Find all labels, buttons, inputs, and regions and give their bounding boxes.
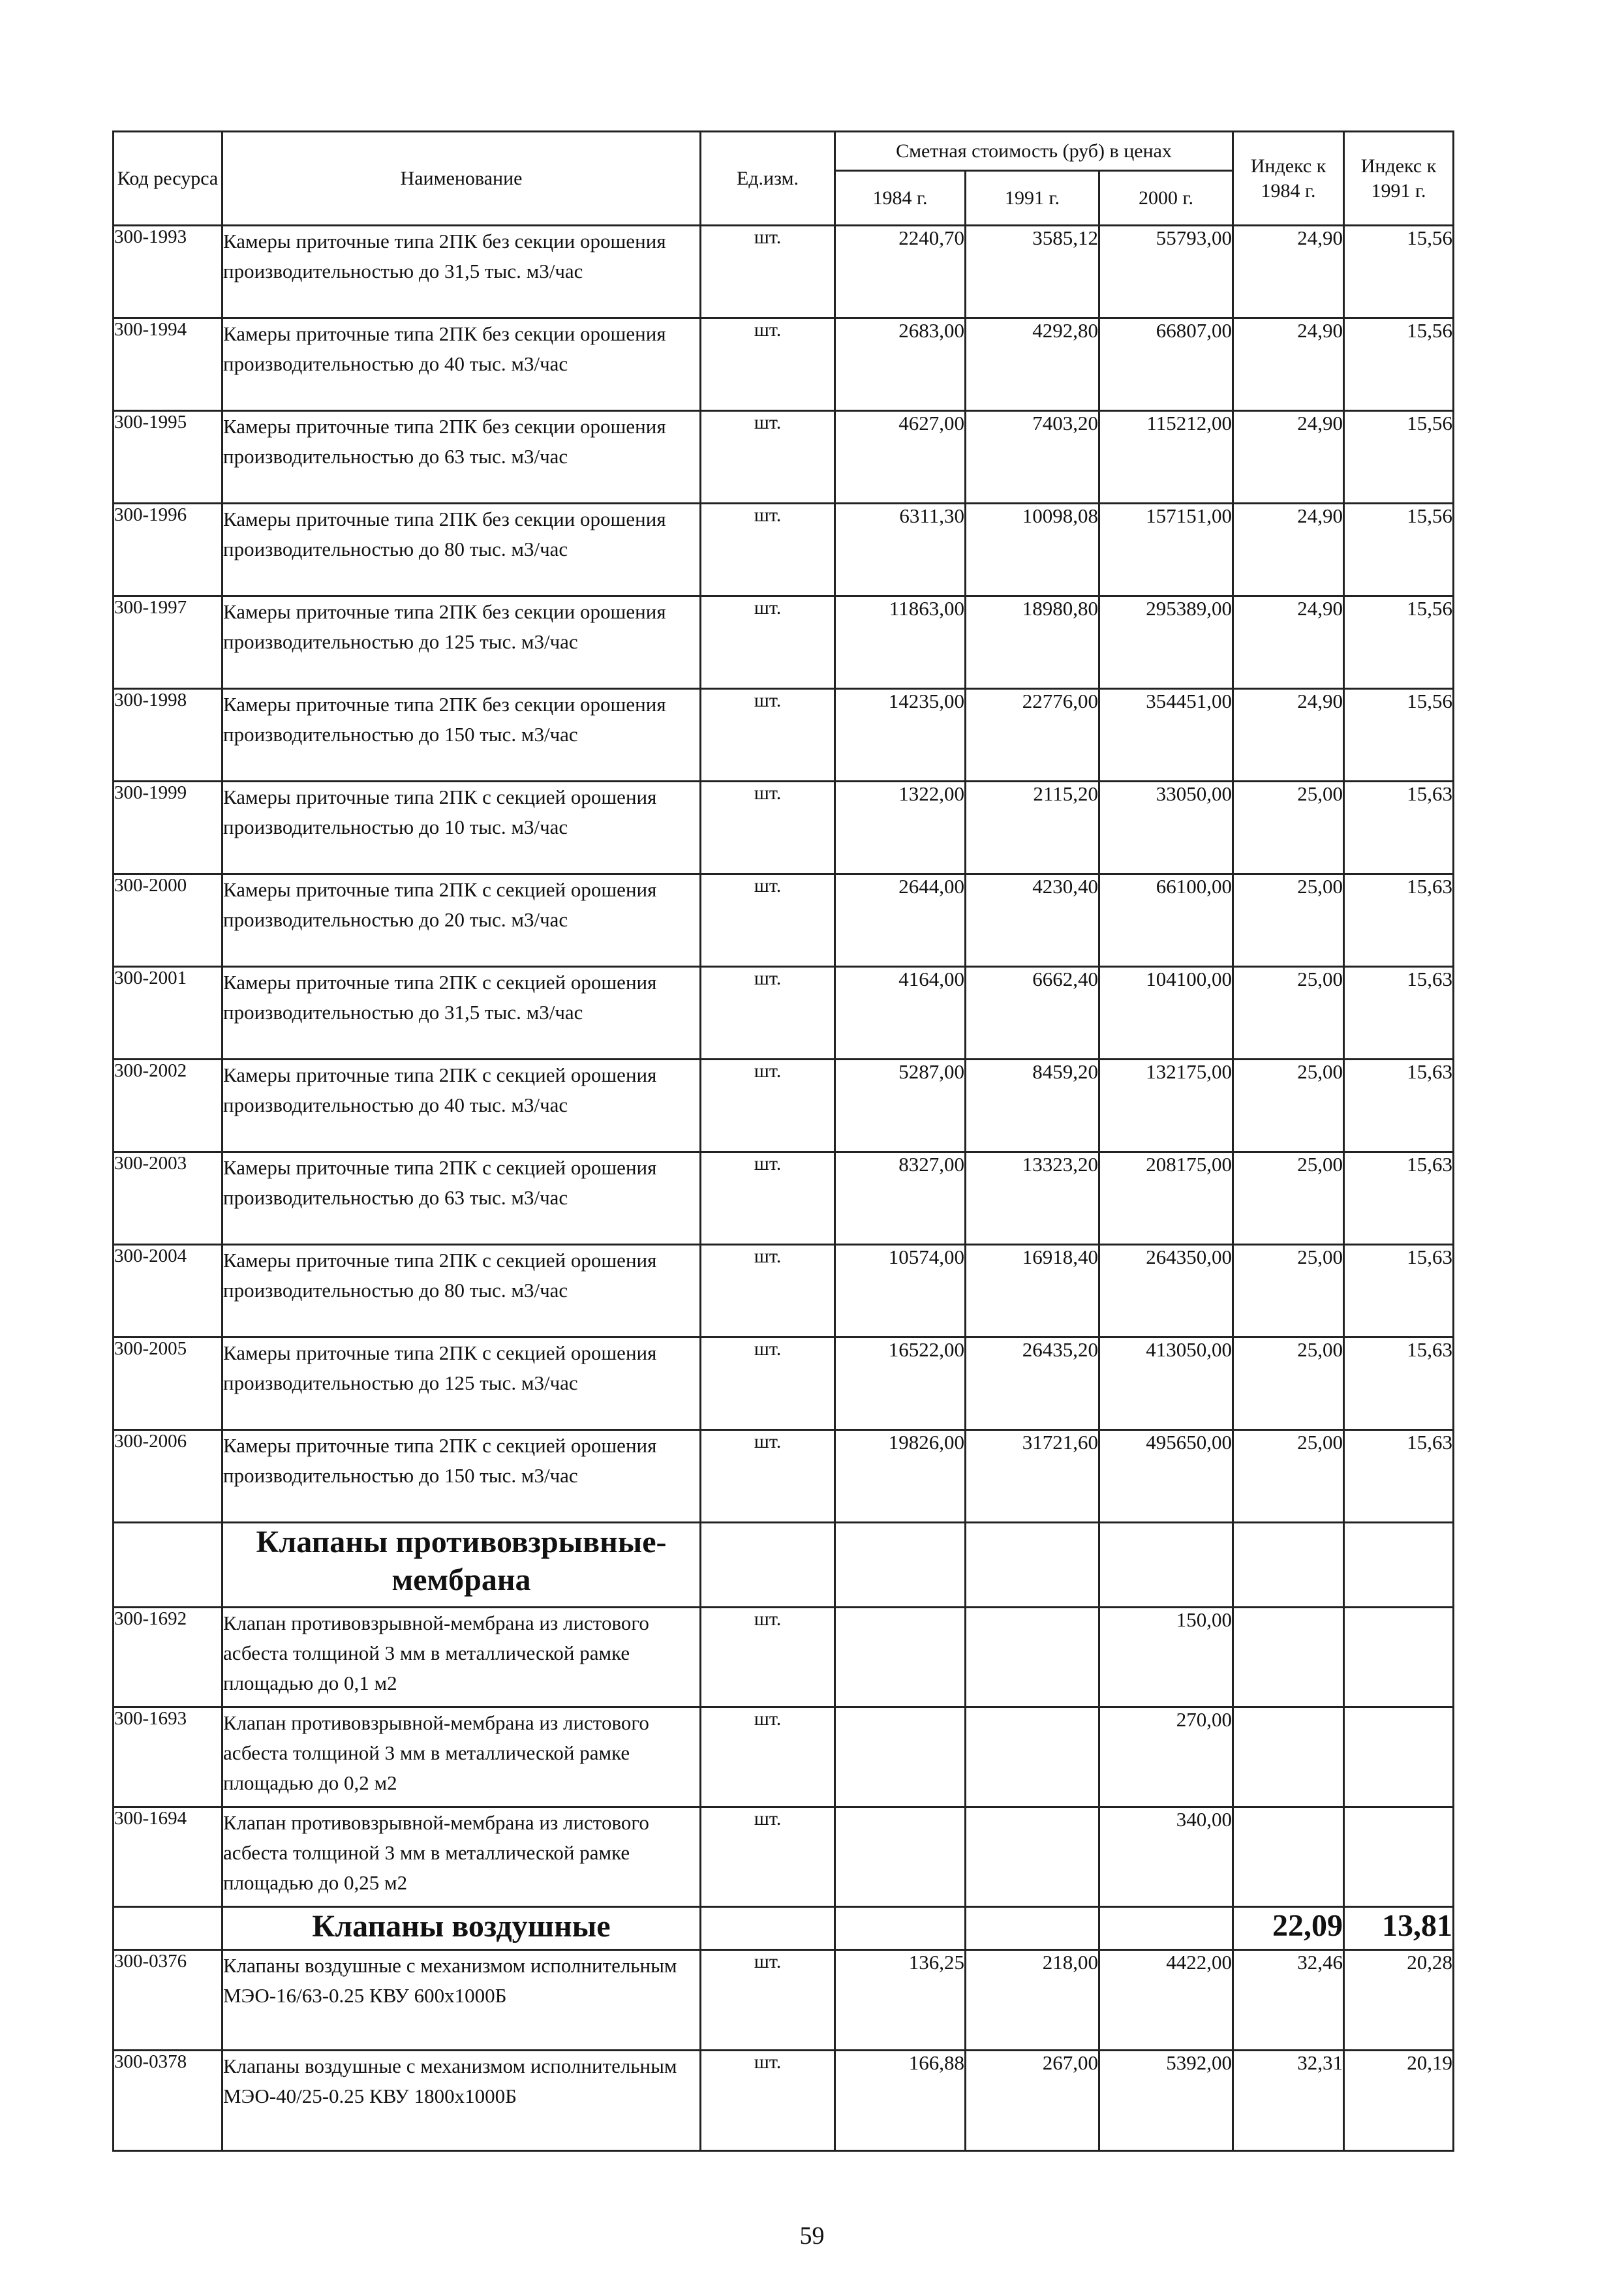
resource-code: 300-2001 [114, 967, 222, 1060]
price-1991: 6662,40 [966, 967, 1099, 1060]
price-2000: 340,00 [1099, 1807, 1233, 1907]
price-1984 [835, 1807, 966, 1907]
unit: шт. [701, 1608, 835, 1707]
table-body-chambers [114, 226, 1454, 1523]
header-index-1991: Индекс к 1991 г. [1344, 132, 1454, 226]
price-2000: 264350,00 [1099, 1245, 1233, 1337]
price-1984: 10574,00 [835, 1245, 966, 1337]
price-1991 [966, 1608, 1099, 1707]
section-index-1984: 22,09 [1233, 1907, 1344, 1950]
table-row [114, 1337, 1454, 1430]
index-1991: 15,56 [1344, 504, 1454, 596]
header-year-1984: 1984 г. [835, 171, 966, 226]
index-1984: 25,00 [1233, 1430, 1344, 1523]
price-2000: 132175,00 [1099, 1060, 1233, 1152]
resource-name: Камеры приточные типа 2ПК с секцией орошения производительностью до 40 тыс. м3/час [222, 1060, 701, 1152]
price-2000: 33050,00 [1099, 782, 1233, 874]
index-1984: 25,00 [1233, 874, 1344, 967]
index-1991: 20,28 [1344, 1950, 1454, 2051]
index-1991 [1344, 1707, 1454, 1807]
price-2000: 413050,00 [1099, 1337, 1233, 1430]
price-table-sheet [112, 130, 1452, 2152]
resource-name: Клапан противовзрывной-мембрана из листового асбеста толщиной 3 мм в металлической рамке площадью до 0,25 м2 [222, 1807, 701, 1907]
price-2000: 150,00 [1099, 1608, 1233, 1707]
resource-name: Камеры приточные типа 2ПК без секции орошения производительностью до 40 тыс. м3/час [222, 318, 701, 411]
index-1984: 24,90 [1233, 318, 1344, 411]
unit: шт. [701, 1707, 835, 1807]
table-row [114, 1152, 1454, 1245]
price-2000: 66807,00 [1099, 318, 1233, 411]
price-1991: 16918,40 [966, 1245, 1099, 1337]
index-1984 [1233, 1807, 1344, 1907]
resource-code: 300-2005 [114, 1337, 222, 1430]
price-2000: 270,00 [1099, 1707, 1233, 1807]
table-row [114, 689, 1454, 782]
section-index-1991: 13,81 [1344, 1907, 1454, 1950]
index-1991: 15,63 [1344, 1152, 1454, 1245]
unit: шт. [701, 1950, 835, 2051]
unit: шт. [701, 596, 835, 689]
price-1984: 19826,00 [835, 1430, 966, 1523]
resource-code: 300-2003 [114, 1152, 222, 1245]
table-row [114, 411, 1454, 504]
index-1984: 24,90 [1233, 504, 1344, 596]
table-row [114, 1245, 1454, 1337]
price-1984: 4164,00 [835, 967, 966, 1060]
price-table [112, 130, 1454, 2152]
unit: шт. [701, 1245, 835, 1337]
resource-code: 300-2004 [114, 1245, 222, 1337]
table-body-air-valves [114, 1950, 1454, 2151]
index-1991: 15,56 [1344, 689, 1454, 782]
table-body-membranes [114, 1608, 1454, 1907]
index-1984: 24,90 [1233, 411, 1344, 504]
price-2000: 55793,00 [1099, 226, 1233, 318]
resource-code: 300-0376 [114, 1950, 222, 2051]
resource-code: 300-1694 [114, 1807, 222, 1907]
index-1991: 15,56 [1344, 411, 1454, 504]
resource-name: Клапаны воздушные с механизмом исполнительным МЭО-40/25-0.25 КВУ 1800х1000Б [222, 2051, 701, 2151]
table-row [114, 1807, 1454, 1907]
price-1984: 1322,00 [835, 782, 966, 874]
resource-name: Камеры приточные типа 2ПК без секции орошения производительностью до 31,5 тыс. м3/час [222, 226, 701, 318]
price-1984: 11863,00 [835, 596, 966, 689]
table-row [114, 874, 1454, 967]
index-1991: 15,63 [1344, 967, 1454, 1060]
index-1984: 25,00 [1233, 967, 1344, 1060]
price-2000: 115212,00 [1099, 411, 1233, 504]
price-1991: 31721,60 [966, 1430, 1099, 1523]
table-row [114, 226, 1454, 318]
table-row [114, 318, 1454, 411]
resource-name: Клапаны воздушные с механизмом исполнительным МЭО-16/63-0.25 КВУ 600х1000Б [222, 1950, 701, 2051]
price-1991: 2115,20 [966, 782, 1099, 874]
table-row [114, 1430, 1454, 1523]
price-2000: 104100,00 [1099, 967, 1233, 1060]
table-row [114, 1608, 1454, 1707]
resource-name: Камеры приточные типа 2ПК с секцией орошения производительностью до 20 тыс. м3/час [222, 874, 701, 967]
resource-name: Камеры приточные типа 2ПК с секцией орошения производительностью до 80 тыс. м3/час [222, 1245, 701, 1337]
resource-name: Камеры приточные типа 2ПК без секции орошения производительностью до 150 тыс. м3/час [222, 689, 701, 782]
header-year-2000: 2000 г. [1099, 171, 1233, 226]
resource-name: Клапан противовзрывной-мембрана из листового асбеста толщиной 3 мм в металлической рамке площадью до 0,2 м2 [222, 1707, 701, 1807]
resource-code: 300-2000 [114, 874, 222, 967]
header-unit: Ед.изм. [701, 132, 835, 226]
resource-code: 300-1693 [114, 1707, 222, 1807]
price-1991: 13323,20 [966, 1152, 1099, 1245]
unit: шт. [701, 318, 835, 411]
header-code: Код ресурса [114, 132, 222, 226]
price-2000: 157151,00 [1099, 504, 1233, 596]
index-1991: 15,63 [1344, 1430, 1454, 1523]
resource-name: Камеры приточные типа 2ПК без секции орошения производительностью до 125 тыс. м3/час [222, 596, 701, 689]
unit: шт. [701, 1807, 835, 1907]
header-cost-group: Сметная стоимость (руб) в ценах [835, 132, 1233, 171]
resource-code: 300-0378 [114, 2051, 222, 2151]
price-2000: 4422,00 [1099, 1950, 1233, 2051]
price-2000: 354451,00 [1099, 689, 1233, 782]
price-1984: 5287,00 [835, 1060, 966, 1152]
resource-code: 300-1995 [114, 411, 222, 504]
index-1984: 24,90 [1233, 689, 1344, 782]
resource-code: 300-2002 [114, 1060, 222, 1152]
unit: шт. [701, 411, 835, 504]
index-1984: 25,00 [1233, 1337, 1344, 1430]
index-1991: 15,63 [1344, 782, 1454, 874]
unit: шт. [701, 226, 835, 318]
table-row [114, 782, 1454, 874]
price-2000: 5392,00 [1099, 2051, 1233, 2151]
index-1991: 20,19 [1344, 2051, 1454, 2151]
unit: шт. [701, 1337, 835, 1430]
resource-name: Камеры приточные типа 2ПК без секции орошения производительностью до 80 тыс. м3/час [222, 504, 701, 596]
table-row [114, 2051, 1454, 2151]
index-1984: 32,46 [1233, 1950, 1344, 2051]
price-1984: 14235,00 [835, 689, 966, 782]
table-row [114, 1950, 1454, 2051]
price-1984: 8327,00 [835, 1152, 966, 1245]
price-1991: 8459,20 [966, 1060, 1099, 1152]
price-1991: 26435,20 [966, 1337, 1099, 1430]
resource-name: Камеры приточные типа 2ПК с секцией орошения производительностью до 63 тыс. м3/час [222, 1152, 701, 1245]
unit: шт. [701, 689, 835, 782]
index-1984 [1233, 1608, 1344, 1707]
table-row [114, 596, 1454, 689]
price-1984 [835, 1608, 966, 1707]
table-row [114, 1060, 1454, 1152]
resource-code: 300-1999 [114, 782, 222, 874]
price-1984: 136,25 [835, 1950, 966, 2051]
table-row [114, 967, 1454, 1060]
resource-name: Камеры приточные типа 2ПК с секцией орошения производительностью до 10 тыс. м3/час [222, 782, 701, 874]
price-1984: 4627,00 [835, 411, 966, 504]
price-1991: 267,00 [966, 2051, 1099, 2151]
resource-code: 300-2006 [114, 1430, 222, 1523]
unit: шт. [701, 504, 835, 596]
index-1984: 32,31 [1233, 2051, 1344, 2151]
unit: шт. [701, 874, 835, 967]
unit: шт. [701, 1152, 835, 1245]
price-1991 [966, 1707, 1099, 1807]
section-title-air-valves: Клапаны воздушные [222, 1907, 701, 1950]
price-1984: 166,88 [835, 2051, 966, 2151]
resource-code: 300-1692 [114, 1608, 222, 1707]
unit: шт. [701, 1060, 835, 1152]
price-1991: 3585,12 [966, 226, 1099, 318]
index-1991: 15,63 [1344, 1245, 1454, 1337]
unit: шт. [701, 782, 835, 874]
index-1984 [1233, 1707, 1344, 1807]
price-1984: 2683,00 [835, 318, 966, 411]
index-1984: 25,00 [1233, 782, 1344, 874]
resource-name: Камеры приточные типа 2ПК с секцией орошения производительностью до 150 тыс. м3/час [222, 1430, 701, 1523]
index-1991 [1344, 1608, 1454, 1707]
price-2000: 208175,00 [1099, 1152, 1233, 1245]
header-year-1991: 1991 г. [966, 171, 1099, 226]
index-1991: 15,63 [1344, 874, 1454, 967]
price-1991: 10098,08 [966, 504, 1099, 596]
resource-name: Камеры приточные типа 2ПК с секцией орошения производительностью до 125 тыс. м3/час [222, 1337, 701, 1430]
resource-code: 300-1996 [114, 504, 222, 596]
header-index-1984: Индекс к 1984 г. [1233, 132, 1344, 226]
price-1991: 4230,40 [966, 874, 1099, 967]
price-1991 [966, 1807, 1099, 1907]
table-row [114, 1707, 1454, 1807]
table-body-section-1 [114, 1523, 1454, 1608]
resource-name: Камеры приточные типа 2ПК без секции орошения производительностью до 63 тыс. м3/час [222, 411, 701, 504]
price-2000: 495650,00 [1099, 1430, 1233, 1523]
section-title-explosion-valves: Клапаны противовзрывные-мембрана [222, 1523, 701, 1608]
price-1984: 16522,00 [835, 1337, 966, 1430]
price-1991: 4292,80 [966, 318, 1099, 411]
price-1991: 218,00 [966, 1950, 1099, 2051]
resource-code: 300-1993 [114, 226, 222, 318]
index-1991: 15,63 [1344, 1060, 1454, 1152]
price-1984: 2240,70 [835, 226, 966, 318]
index-1991: 15,56 [1344, 318, 1454, 411]
price-1984: 6311,30 [835, 504, 966, 596]
unit: шт. [701, 1430, 835, 1523]
index-1991: 15,63 [1344, 1337, 1454, 1430]
resource-code: 300-1994 [114, 318, 222, 411]
price-1991: 22776,00 [966, 689, 1099, 782]
index-1984: 25,00 [1233, 1245, 1344, 1337]
header-name: Наименование [222, 132, 701, 226]
index-1991: 15,56 [1344, 596, 1454, 689]
resource-code: 300-1997 [114, 596, 222, 689]
index-1984: 24,90 [1233, 596, 1344, 689]
price-1991: 7403,20 [966, 411, 1099, 504]
table-body-section-2 [114, 1907, 1454, 1950]
price-1984: 2644,00 [835, 874, 966, 967]
index-1991 [1344, 1807, 1454, 1907]
resource-name: Клапан противовзрывной-мембрана из листового асбеста толщиной 3 мм в металлической рамке площадью до 0,1 м2 [222, 1608, 701, 1707]
resource-name: Камеры приточные типа 2ПК с секцией орошения производительностью до 31,5 тыс. м3/час [222, 967, 701, 1060]
price-2000: 66100,00 [1099, 874, 1233, 967]
price-1991: 18980,80 [966, 596, 1099, 689]
unit: шт. [701, 967, 835, 1060]
index-1984: 24,90 [1233, 226, 1344, 318]
table-row [114, 504, 1454, 596]
index-1984: 25,00 [1233, 1060, 1344, 1152]
unit: шт. [701, 2051, 835, 2151]
page-number: 59 [799, 2222, 825, 2250]
index-1984: 25,00 [1233, 1152, 1344, 1245]
index-1991: 15,56 [1344, 226, 1454, 318]
price-2000: 295389,00 [1099, 596, 1233, 689]
resource-code: 300-1998 [114, 689, 222, 782]
price-1984 [835, 1707, 966, 1807]
